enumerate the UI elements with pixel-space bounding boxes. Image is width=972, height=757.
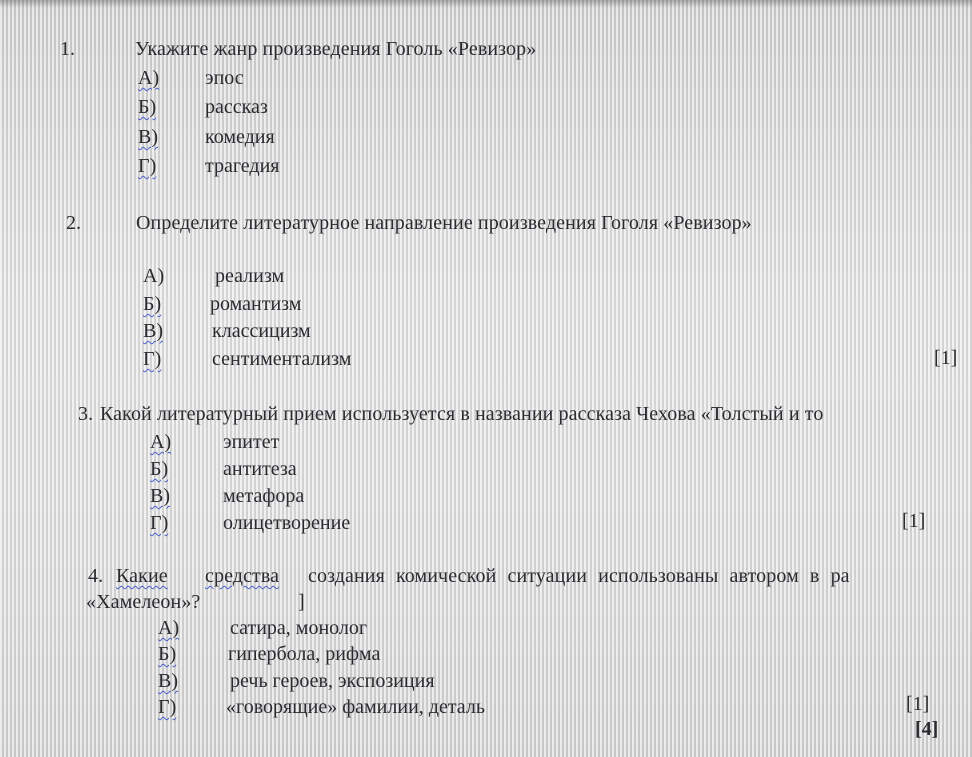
score-label: [1]	[902, 510, 926, 532]
option-text: сатира, монолог	[230, 617, 368, 639]
option-letter: Г)	[158, 696, 177, 718]
option-text: метафора	[223, 485, 305, 507]
option-letter: В)	[138, 126, 158, 148]
option-text: трагедия	[205, 155, 280, 177]
option-letter: В)	[143, 320, 163, 342]
option-letter: В)	[158, 670, 178, 692]
score-label: [1]	[906, 693, 930, 715]
top-shadow	[0, 0, 972, 8]
option-text: эпитет	[223, 431, 280, 453]
question-text-word: средства	[205, 565, 280, 587]
question-text-word: Какие	[116, 565, 168, 587]
option-letter: Б)	[150, 458, 169, 480]
score-label: [1]	[934, 347, 958, 369]
option-letter: А)	[158, 617, 180, 639]
question-number: 2.	[66, 212, 81, 234]
option-letter: Б)	[138, 96, 157, 118]
option-text: эпос	[205, 67, 244, 89]
question-text: Укажите жанр произведения Гоголь «Ревизор»	[135, 38, 537, 60]
option-letter: А)	[143, 265, 165, 287]
option-letter: В)	[150, 485, 170, 507]
option-text: олицетворение	[223, 512, 351, 534]
total-score-label: [4]	[915, 718, 939, 740]
option-text: антитеза	[223, 458, 297, 480]
option-text: гипербола, рифма	[228, 643, 381, 665]
option-text: реализм	[215, 265, 285, 287]
question-text: Какой литературный прием используется в названии рассказа Чехова «Толстый и то	[100, 403, 824, 425]
option-text: «говорящие» фамилии, деталь	[226, 696, 485, 718]
option-letter: Г)	[138, 155, 157, 177]
option-letter: А)	[138, 67, 160, 89]
bracket-mark: ]	[298, 591, 305, 613]
option-text: романтизм	[210, 293, 302, 315]
option-letter: Б)	[158, 643, 177, 665]
question-number: 1.	[60, 38, 75, 60]
option-text: рассказ	[205, 96, 268, 118]
question-text: создания комической ситуации использованы автором в ра	[308, 565, 850, 587]
option-text: классицизм	[212, 320, 311, 342]
question-text: Определите литературное направление произведения Гоголя «Ревизор»	[136, 212, 752, 234]
option-text: речь героев, экспозиция	[230, 670, 435, 692]
option-letter: Б)	[143, 293, 162, 315]
question-number: 4.	[88, 565, 104, 587]
question-text-line2: «Хамелеон»?	[86, 591, 201, 613]
option-letter: Г)	[143, 348, 162, 370]
option-text: комедия	[205, 126, 275, 148]
option-letter: А)	[150, 431, 172, 453]
option-letter: Г)	[150, 512, 169, 534]
option-text: сентиментализм	[212, 348, 352, 370]
question-number: 3.	[78, 403, 94, 425]
